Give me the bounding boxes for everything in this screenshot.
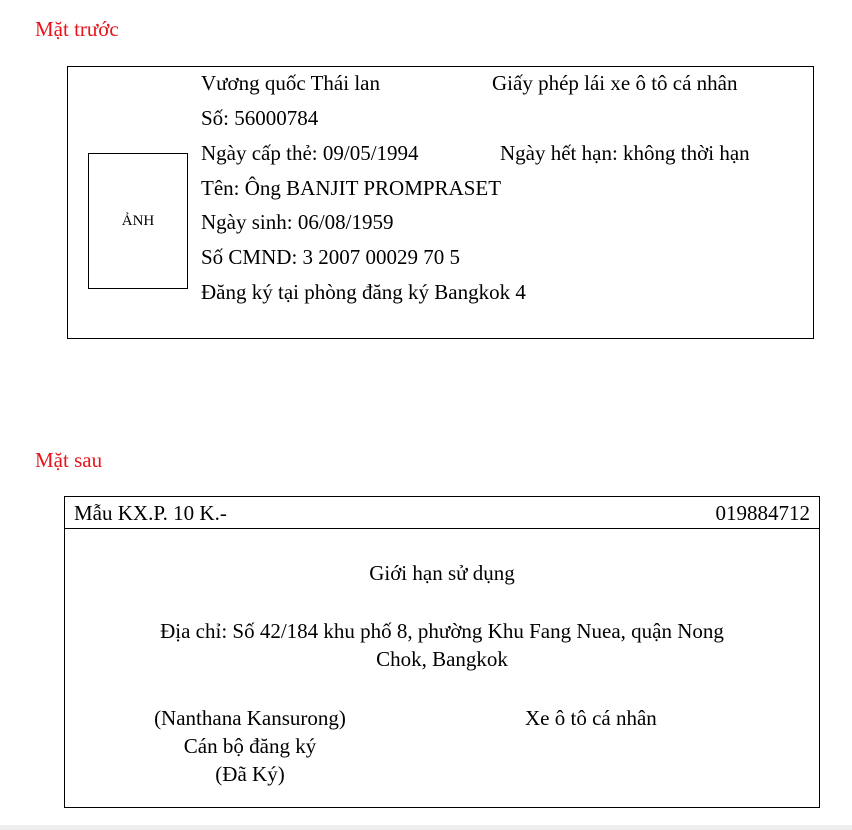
- usage-limit: Giới hạn sử dụng: [369, 561, 515, 585]
- license-number: Số: 56000784: [201, 106, 319, 130]
- registration-office: Đăng ký tại phòng đăng ký Bangkok 4: [201, 280, 526, 304]
- photo-placeholder: [88, 153, 188, 289]
- serial-number: 019884712: [715, 501, 810, 525]
- front-card: [67, 66, 814, 339]
- expiry-date: Ngày hết hạn: không thời hạn: [500, 141, 750, 165]
- back-header: [65, 497, 819, 529]
- license-type-text: Giấy phép lái xe ô tô cá nhân: [492, 71, 738, 95]
- country-text: Vương quốc Thái lan: [201, 71, 380, 95]
- signature-block: [105, 704, 395, 788]
- birth-date: Ngày sinh: 06/08/1959: [201, 210, 394, 234]
- back-side-title: Mặt sau: [35, 448, 103, 472]
- form-code: Mẫu KX.P. 10 K.-: [74, 501, 227, 525]
- photo-label: ẢNH: [121, 212, 155, 229]
- officer-title: Cán bộ đăng ký: [183, 734, 317, 758]
- front-side-title: Mặt trước: [35, 17, 119, 41]
- back-card: [64, 496, 820, 808]
- address-line-1: Địa chỉ: Số 42/184 khu phố 8, phường Khu Fang Nuea, quận Nong: [160, 619, 724, 643]
- holder-name: Tên: Ông BANJIT PROMPRASET: [201, 176, 502, 200]
- signed-label: (Đã Ký): [215, 762, 285, 786]
- issue-date: Ngày cấp thẻ: 09/05/1994: [201, 141, 419, 165]
- id-number: Số CMND: 3 2007 00029 70 5: [201, 245, 461, 269]
- officer-name: (Nanthana Kansurong): [154, 706, 346, 730]
- address-line-2: Chok, Bangkok: [376, 647, 508, 671]
- page-bottom-edge: [0, 825, 852, 830]
- vehicle-class: Xe ô tô cá nhân: [525, 706, 657, 730]
